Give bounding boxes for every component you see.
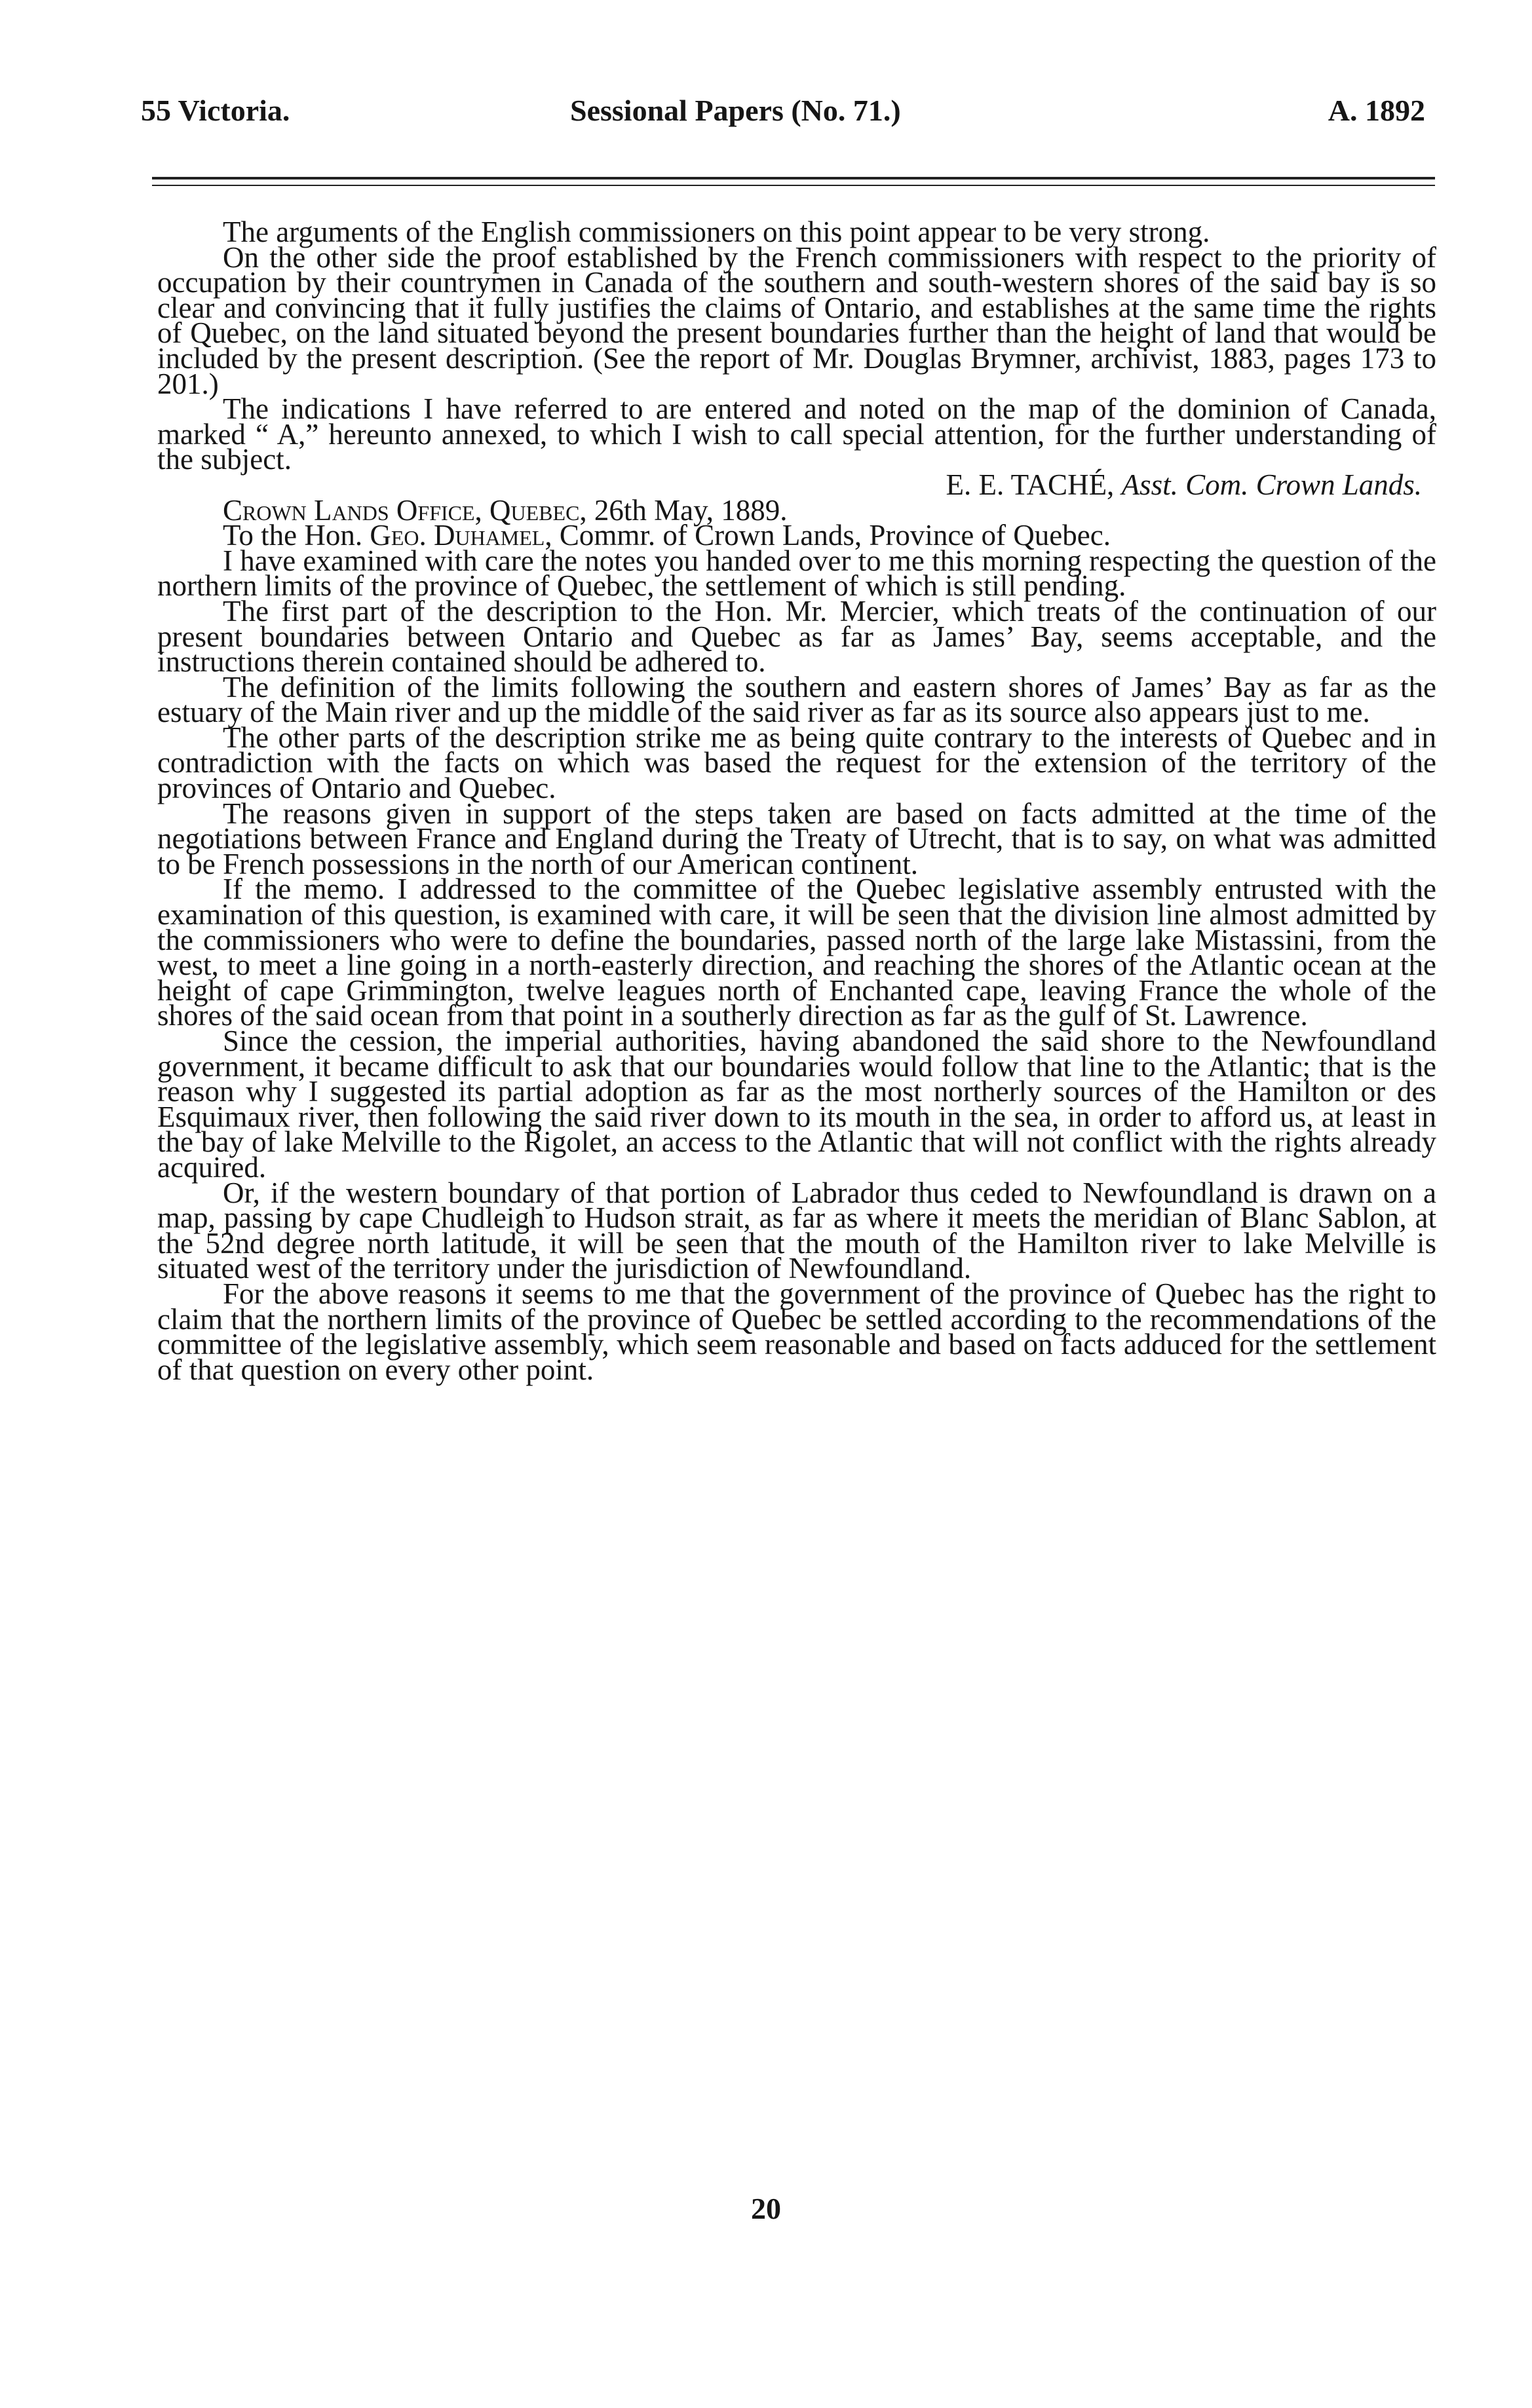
header-year: A. 1892 — [1328, 94, 1425, 127]
paragraph: The definition of the limits following the southern and eastern shores of James’ Bay as far as the estuary of the Main river and up the middle of the said river as far as its source also appears just to me. — [157, 670, 1436, 729]
address-rest: Commr. of Crown Lands, Province of Quebec. — [559, 519, 1111, 552]
header-sessional-papers: Sessional Papers (No. 71.) — [570, 94, 901, 127]
running-header — [141, 93, 1425, 139]
paragraph: I have examined with care the notes you handed over to me this morning respecting the question of the northern limits of the province of Quebec, the settlement of which is still pending. — [157, 544, 1436, 603]
signature-title: Asst. Com. Crown Lands. — [1121, 468, 1422, 501]
paragraph: If the memo. I addressed to the committee of the Quebec legislative assembly entrusted with the examination of this question, is examined with care, it will be seen that the division line almost admitted by the commissioners who were to define the boundaries, passed north of the large lake Mistassini, from the west, to meet a line going in a north-easterly direction, and reaching the shores of the Atlantic ocean at the height of cape Grimmington, twelve leagues north of Enchanted cape, leaving France the whole of the shores of the said ocean from that point in a southerly direction as far as the gulf of St. Lawrence. — [157, 873, 1436, 1032]
paragraph: The first part of the description to the Hon. Mr. Mercier, which treats of the continuation of our present boundaries between Ontario and Quebec as far as James’ Bay, seems acceptable, and the instructions therein contained should be adhered to. — [157, 594, 1436, 679]
address-to: To the Hon. — [223, 519, 363, 552]
paragraph: The arguments of the English commissioners on this point appear to be very strong. — [223, 216, 1210, 248]
page-number: 20 — [751, 2192, 781, 2225]
dateline-date: 26th May, 1889. — [594, 493, 788, 527]
paragraph: For the above reasons it seems to me that the government of the province of Quebec has the right to claim that the northern limits of the province of Quebec be settled according to the recommendations of the committee of the legislative assembly, which seem reasonable and based on facts adduced for the settlement of that question on every other point. — [157, 1277, 1436, 1386]
signature-name: E. E. TACHÉ, — [946, 468, 1115, 501]
address-name: Geo. Duhamel, — [370, 519, 552, 552]
paragraph: Or, if the western boundary of that portion of Labrador thus ceded to Newfoundland is drawn on a map, passing by cape Chudleigh to Hudson strait, as far as where it meets the meridian of Blanc Sablon, at the 52nd degree north latitude, it will be seen that the mouth of the Hamilton river to lake Melville is situated west of the territory under the jurisdiction of Newfoundland. — [157, 1176, 1436, 1285]
paragraph: The indications I have referred to are entered and noted on the map of the dominion of Canada, marked “ A,” hereunto annexed, to which I wish to call special attention, for the further understanding of the subject. — [157, 392, 1436, 476]
body-text — [157, 216, 1436, 1386]
header-session: 55 Victoria. — [141, 94, 290, 127]
paragraph: On the other side the proof established by the French commissioners with respect to the priority of occupation by their countrymen in Canada of the southern and south-western shores of the said bay is so clear and convincing that it fully justifies the claims of Ontario, and establishes at the same time the rights of Quebec, on the land situated beyond the present boundaries further than the height of land that would be included by the present description. (See the report of Mr. Douglas Brymner, archivist, 1883, pages 173 to 201.) — [157, 240, 1436, 400]
paragraph: Since the cession, the imperial authorities, having abandoned the said shore to the Newfoundland government, it became difficult to ask that our boundaries would follow that line to the Atlantic; that is the reason why I suggested its partial adoption as far as the most northerly sources of the Hamilton or des Esquimaux river, then following the said river down to its mouth in the sea, in order to afford us, at least in the bay of lake Melville to the Rigolet, an access to the Atlantic that will not conflict with the rights already acquired. — [157, 1025, 1436, 1184]
paragraph: The other parts of the description strike me as being quite contrary to the interests of Quebec and in contradiction with the facts on which was based the request for the extension of the territory of the provinces of Ontario and Quebec. — [157, 721, 1436, 805]
paragraph: The reasons given in support of the steps taken are based on facts admitted at the time of the negotiations between France and England during the Treaty of Utrecht, that is to say, on what was admitted to be French possessions in the north of our American continent. — [157, 797, 1436, 880]
header-rule-thick — [152, 177, 1435, 179]
dateline-office: Crown Lands Office, Quebec, — [223, 493, 587, 527]
header-rule-thin — [152, 185, 1435, 186]
